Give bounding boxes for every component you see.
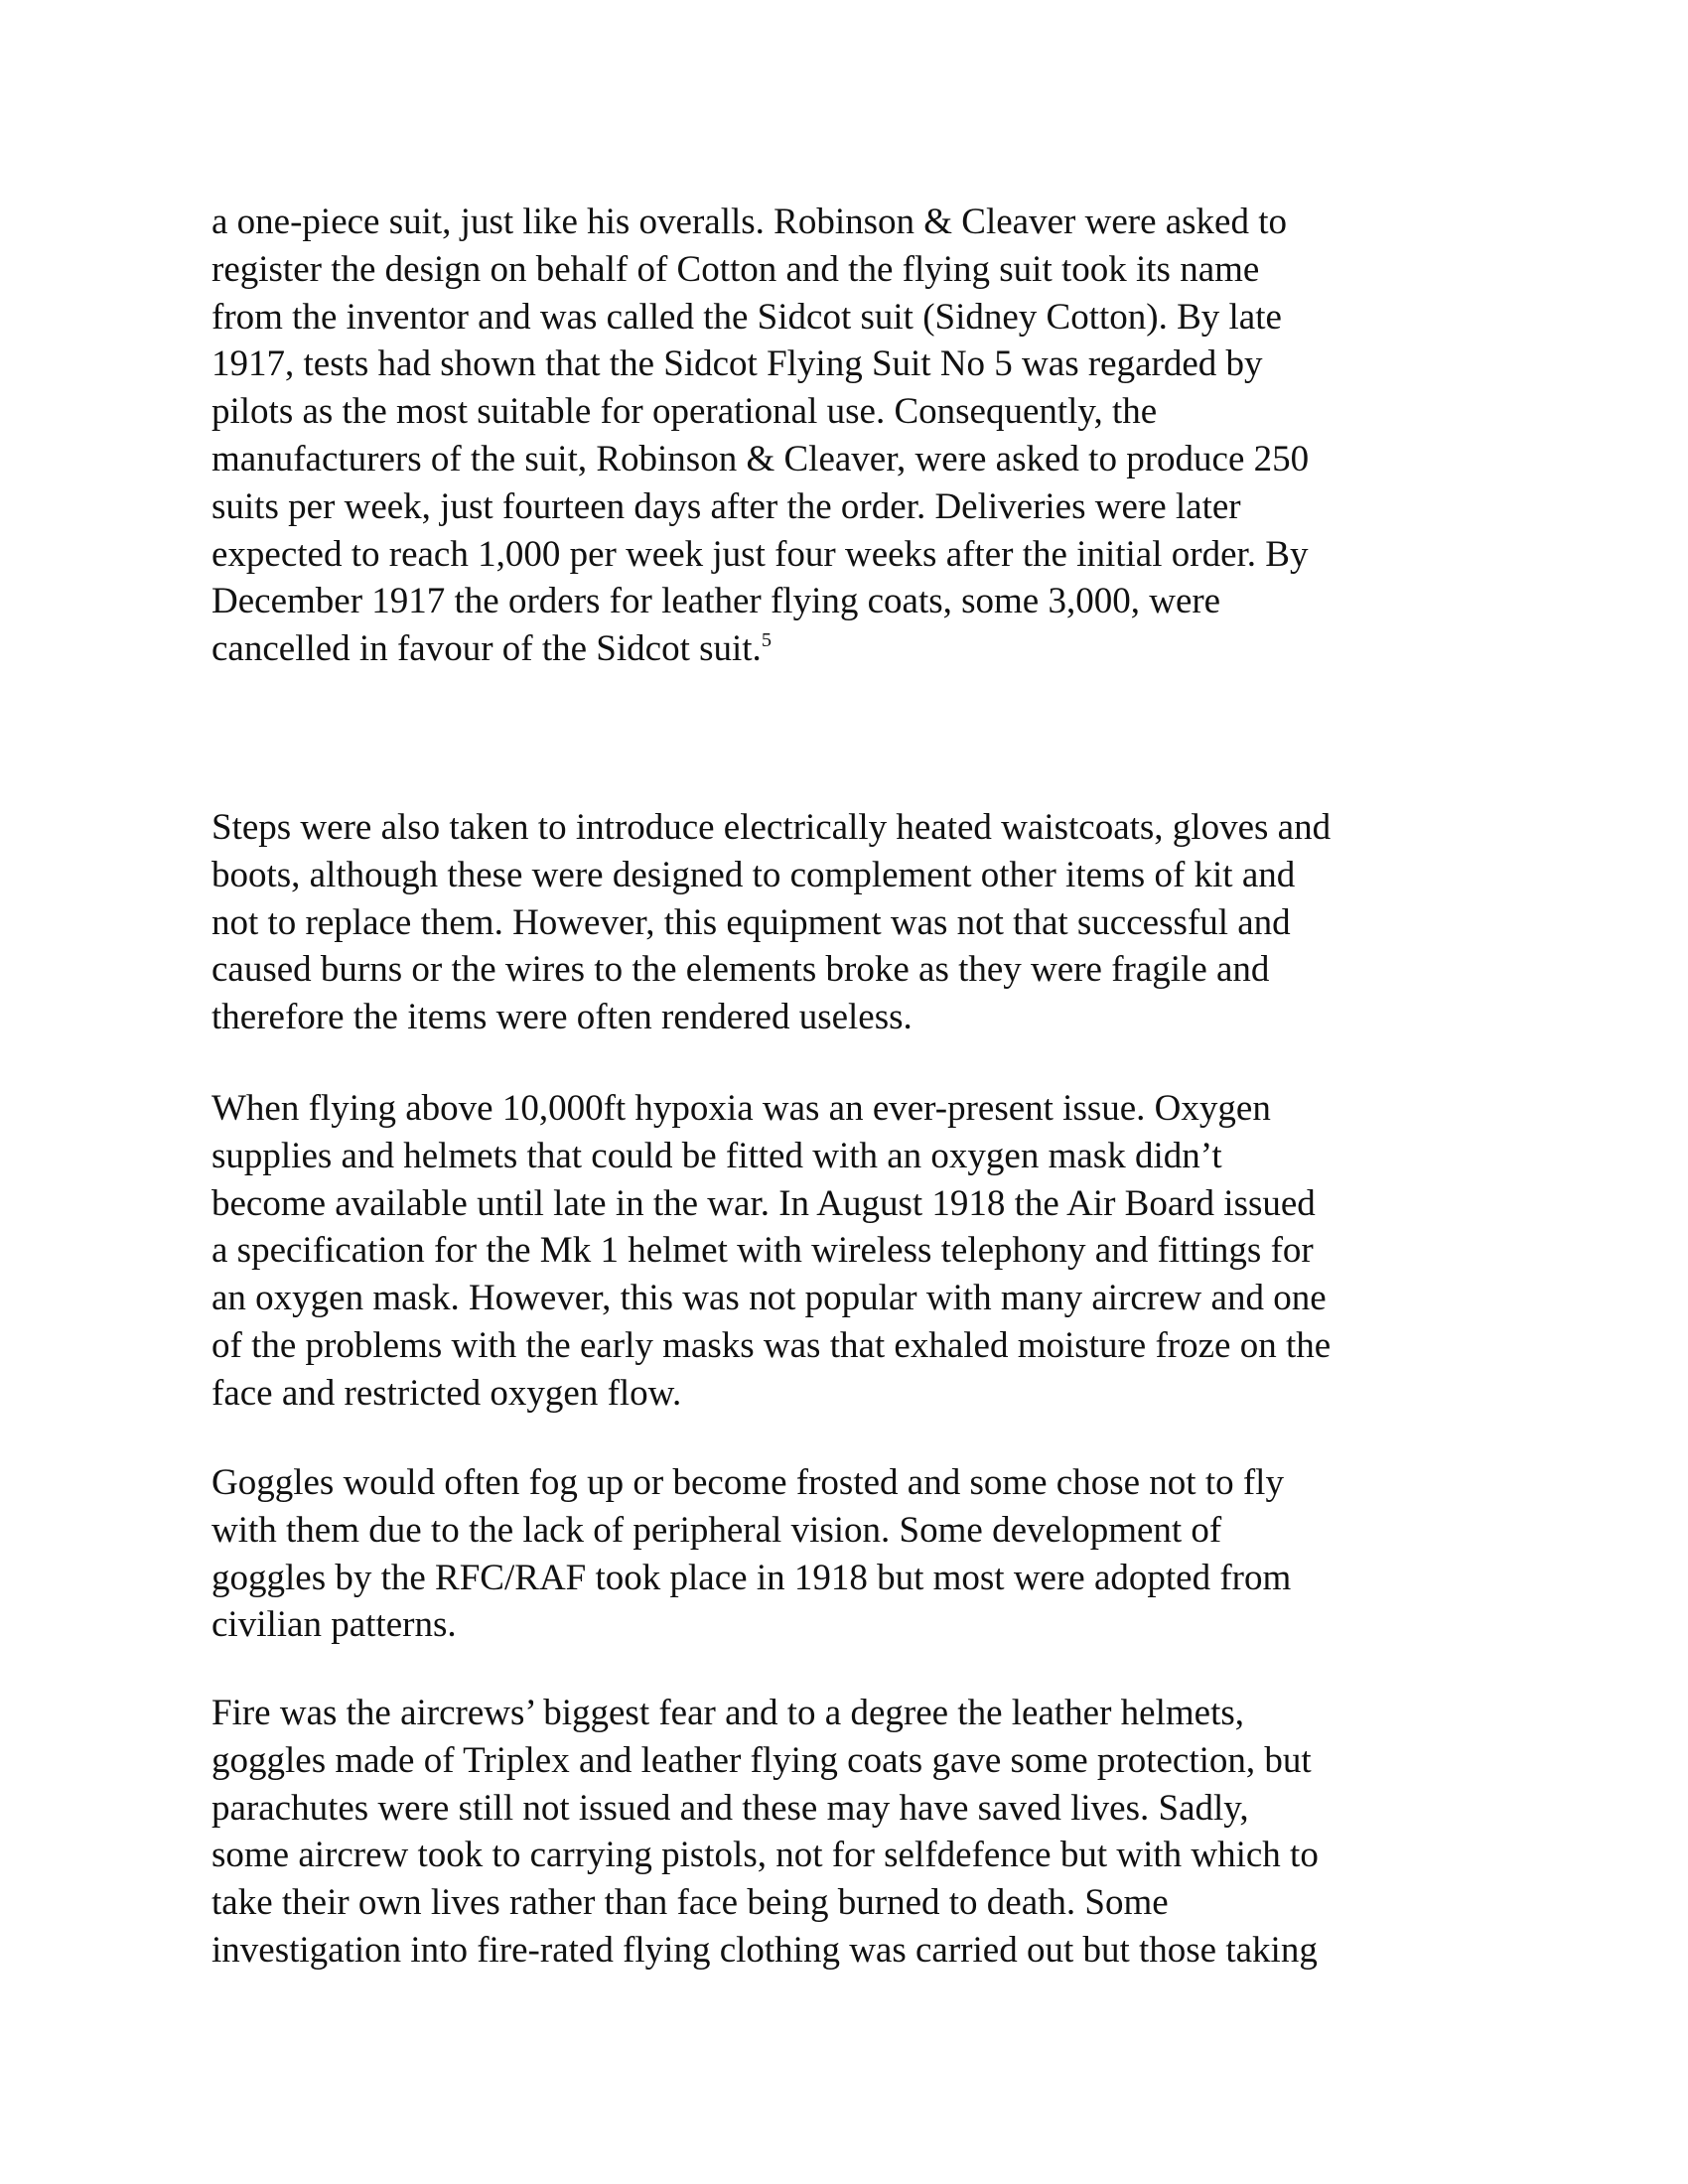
text-line: goggles by the RFC/RAF took place in 1918 but most were adopted from <box>211 1557 1292 1598</box>
text-line: 1917, tests had shown that the Sidcot Flying Suit No 5 was regarded by <box>211 343 1263 385</box>
text-line: December 1917 the orders for leather flying coats, some 3,000, were <box>211 581 1221 622</box>
text-line: When flying above 10,000ft hypoxia was an ever-present issue. Oxygen <box>211 1088 1271 1129</box>
text-line: Fire was the aircrews’ biggest fear and to a degree the leather helmets, <box>211 1693 1244 1733</box>
text-line: manufacturers of the suit, Robinson & Cleaver, were asked to produce 250 <box>211 438 1310 479</box>
text-line: pilots as the most suitable for operational use. Consequently, the <box>211 391 1158 433</box>
paragraph-heated-clothing <box>211 804 1492 1041</box>
text-line: investigation into fire-rated flying clothing was carried out but those taking <box>211 1929 1318 1971</box>
text-line: parachutes were still not issued and these may have saved lives. Sadly, <box>211 1787 1249 1829</box>
paragraph-sidcot-suit <box>211 199 1492 673</box>
text-line-with-footnote <box>211 625 1492 673</box>
text-line: face and restricted oxygen flow. <box>211 1372 682 1414</box>
text-line: goggles made of Triplex and leather flying coats gave some protection, but <box>211 1739 1312 1781</box>
paragraph-goggles <box>211 1459 1492 1649</box>
text-line: boots, although these were designed to complement other items of kit and <box>211 854 1296 895</box>
paragraph-fire-risk <box>211 1690 1492 1975</box>
text-line: not to replace them. However, this equipment was not that successful and <box>211 901 1291 943</box>
text-line: a one-piece suit, just like his overalls. Robinson & Cleaver were asked to <box>211 202 1288 242</box>
text-line: become available until late in the war. In August 1918 the Air Board issued <box>211 1182 1316 1224</box>
text-line: take their own lives rather than face being burned to death. Some <box>211 1882 1169 1924</box>
text-line: therefore the items were often rendered useless. <box>211 997 913 1038</box>
text-line: a specification for the Mk 1 helmet with wireless telephony and fittings for <box>211 1230 1314 1272</box>
text-line: suits per week, just fourteen days after the order. Deliveries were later <box>211 485 1241 527</box>
text-line: supplies and helmets that could be fitted with an oxygen mask didn’t <box>211 1135 1222 1176</box>
text-line: with them due to the lack of peripheral vision. Some development of <box>211 1509 1222 1551</box>
text-line: Goggles would often fog up or become frosted and some chose not to fly <box>211 1462 1284 1503</box>
text-line: from the inventor and was called the Sidcot suit (Sidney Cotton). By late <box>211 296 1282 338</box>
text-line: Steps were also taken to introduce electrically heated waistcoats, gloves and <box>211 807 1332 848</box>
text-line: caused burns or the wires to the elements broke as they were fragile and <box>211 949 1270 991</box>
footnote-reference: 5 <box>761 628 772 651</box>
text-line: an oxygen mask. However, this was not popular with many aircrew and one <box>211 1278 1327 1319</box>
paragraph-hypoxia-oxygen <box>211 1085 1492 1418</box>
text-line: register the design on behalf of Cotton and the flying suit took its name <box>211 248 1260 290</box>
text-line: civilian patterns. <box>211 1604 457 1646</box>
text-line: expected to reach 1,000 per week just four weeks after the initial order. By <box>211 533 1309 575</box>
text-line: of the problems with the early masks was that exhaled moisture froze on the <box>211 1324 1332 1366</box>
text-line: cancelled in favour of the Sidcot suit. <box>211 628 762 670</box>
text-line: some aircrew took to carrying pistols, not for selfdefence but with which to <box>211 1835 1319 1876</box>
